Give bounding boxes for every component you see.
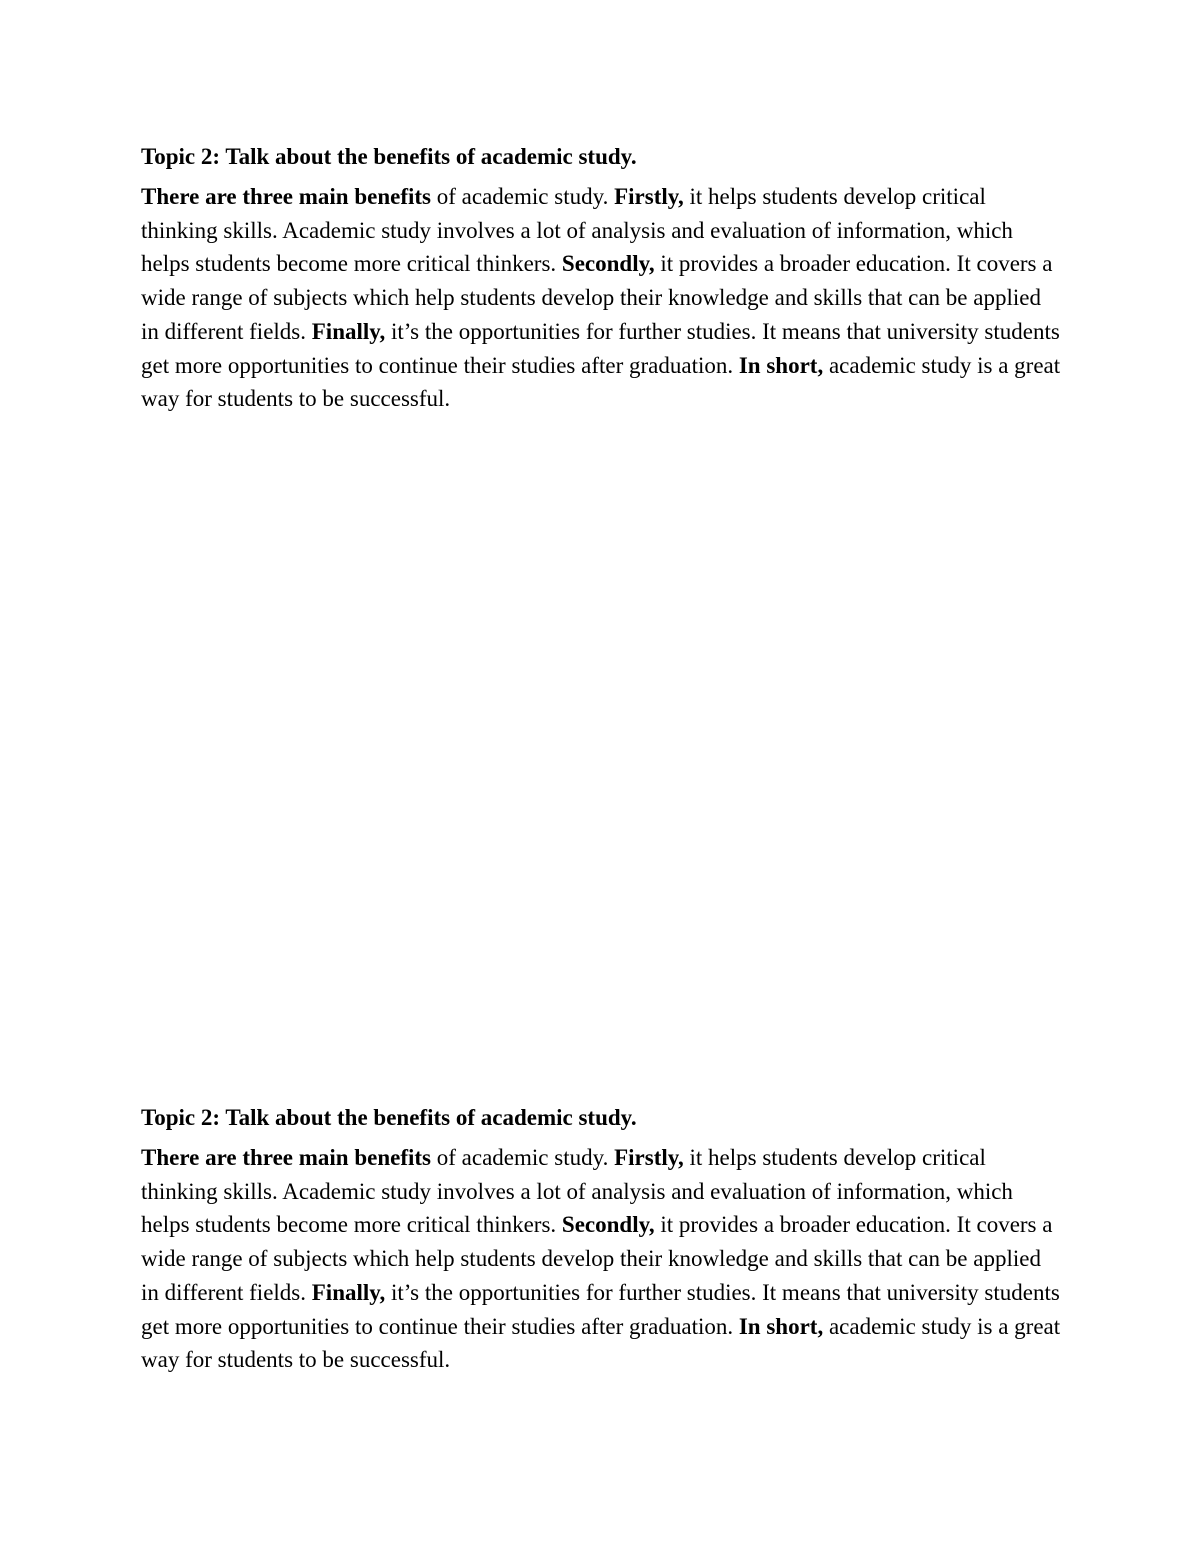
text-run: it’s the opportunities for further studies. It means that university students get more opportunities to continue their studies after graduation. xyxy=(141,1279,1060,1339)
essay-block-2 xyxy=(141,1101,1061,1377)
text-run: Firstly, xyxy=(614,184,684,209)
text-run: There are three main benefits xyxy=(141,1145,432,1170)
text-run: it’s the opportunities for further studies. It means that university students get more opportunities to continue their studies after graduation. xyxy=(141,318,1060,378)
text-run: it provides a broader education. It covers a wide range of subjects which help students develop their knowledge and skills that can be applied in different fields. xyxy=(141,251,1053,344)
text-run: academic study is a great way for students to be successful. xyxy=(141,352,1061,412)
text-run: In short, xyxy=(738,1313,824,1339)
text-run: academic study is a great way for students to be successful. xyxy=(141,1313,1061,1373)
essay-paragraph xyxy=(141,1141,1061,1377)
text-run: Firstly, xyxy=(614,1145,684,1170)
essay-block-1 xyxy=(141,140,1061,416)
text-run: it helps students develop critical thinking skills. Academic study involves a lot of analysis and evaluation of information, which helps students become more critical thinkers. xyxy=(141,1145,1013,1238)
text-run: Secondly, xyxy=(561,1212,655,1238)
text-run: it provides a broader education. It covers a wide range of subjects which help students develop their knowledge and skills that can be applied in different fields. xyxy=(141,1212,1053,1305)
text-run: In short, xyxy=(738,352,824,378)
text-run: There are three main benefits xyxy=(141,184,432,209)
essay-paragraph xyxy=(141,180,1061,416)
text-run: Finally, xyxy=(311,1279,386,1305)
text-run: Secondly, xyxy=(561,251,655,277)
essay-heading: Topic 2: Talk about the benefits of academic study. xyxy=(141,1105,637,1130)
text-run: of academic study. xyxy=(431,1145,615,1170)
text-run: of academic study. xyxy=(431,184,615,209)
essay-heading: Topic 2: Talk about the benefits of academic study. xyxy=(141,144,637,169)
text-run: Finally, xyxy=(311,318,386,344)
text-run: it helps students develop critical thinking skills. Academic study involves a lot of analysis and evaluation of information, which helps students become more critical thinkers. xyxy=(141,184,1013,277)
